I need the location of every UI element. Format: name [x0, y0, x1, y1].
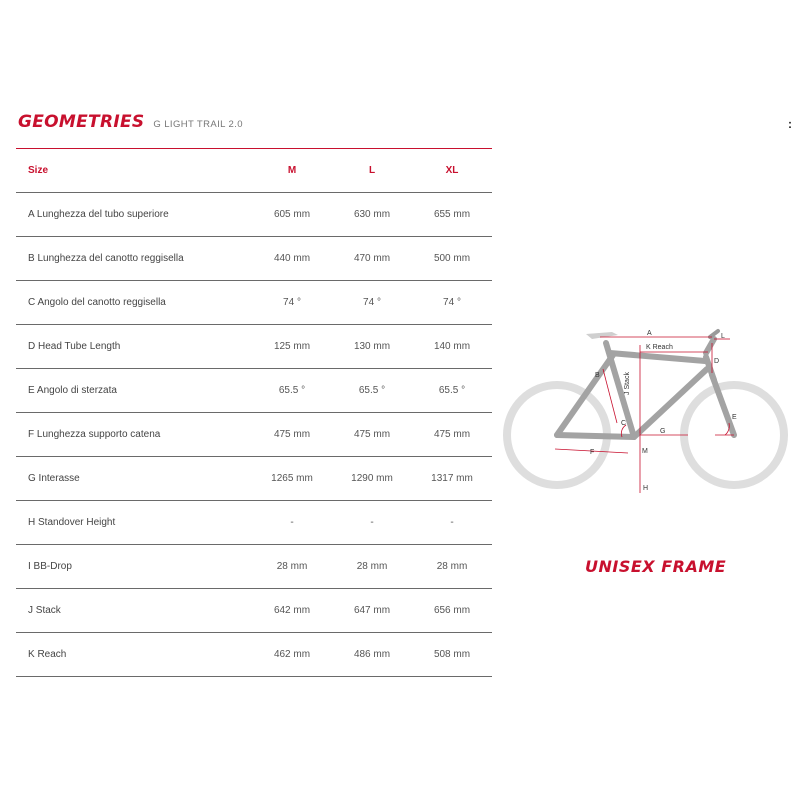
cell-l: 28 mm [332, 545, 412, 589]
row-label: G Interasse [16, 457, 252, 501]
page-title: GEOMETRIES [18, 112, 145, 132]
row-label: H Standover Height [16, 501, 252, 545]
cell-m: 74 ° [252, 281, 332, 325]
cell-m: 462 mm [252, 633, 332, 677]
page-header [18, 112, 243, 132]
row-label: D Head Tube Length [16, 325, 252, 369]
label-e: E [732, 414, 737, 421]
saddle [586, 332, 618, 339]
cell-l: 130 mm [332, 325, 412, 369]
cell-l: 65.5 ° [332, 369, 412, 413]
column-header-size: Size [16, 149, 252, 193]
cell-m: 642 mm [252, 589, 332, 633]
cell-l: 647 mm [332, 589, 412, 633]
table-row [16, 589, 492, 633]
edge-mark: : [788, 117, 792, 131]
cell-xl: 655 mm [412, 193, 492, 237]
row-label: B Lunghezza del canotto reggisella [16, 237, 252, 281]
table-row [16, 501, 492, 545]
label-f: F [590, 449, 595, 456]
table-row [16, 193, 492, 237]
row-label: J Stack [16, 589, 252, 633]
column-header-xl: XL [412, 149, 492, 193]
cell-xl: 74 ° [412, 281, 492, 325]
cell-m: 65.5 ° [252, 369, 332, 413]
cell-m: 1265 mm [252, 457, 332, 501]
label-j-stack: J Stack [624, 372, 631, 395]
cell-l: 630 mm [332, 193, 412, 237]
label-a: A [647, 330, 652, 337]
bike-geometry-diagram [500, 325, 792, 495]
frame-type-caption: UNISEX FRAME [585, 557, 727, 576]
cell-m: 440 mm [252, 237, 332, 281]
label-h: H [643, 485, 649, 492]
label-m: M [642, 448, 648, 455]
cell-xl: 475 mm [412, 413, 492, 457]
cell-xl: 500 mm [412, 237, 492, 281]
cell-xl: 28 mm [412, 545, 492, 589]
cell-xl: 140 mm [412, 325, 492, 369]
row-label: C Angolo del canotto reggisella [16, 281, 252, 325]
row-label: E Angolo di sterzata [16, 369, 252, 413]
geometry-table [16, 148, 492, 677]
row-label: F Lunghezza supporto catena [16, 413, 252, 457]
row-label: I BB-Drop [16, 545, 252, 589]
label-d: D [714, 358, 720, 365]
handlebar [710, 331, 718, 337]
table-row [16, 325, 492, 369]
cell-m: 605 mm [252, 193, 332, 237]
label-g: G [660, 428, 666, 435]
column-header-m: M [252, 149, 332, 193]
cell-xl: 1317 mm [412, 457, 492, 501]
table-row [16, 237, 492, 281]
table-row [16, 413, 492, 457]
cell-l: 486 mm [332, 633, 412, 677]
cell-xl: 656 mm [412, 589, 492, 633]
table-header-row [16, 149, 492, 193]
cell-m: 125 mm [252, 325, 332, 369]
cell-xl: 508 mm [412, 633, 492, 677]
cell-xl: 65.5 ° [412, 369, 492, 413]
table-row [16, 281, 492, 325]
label-c: C [621, 420, 627, 427]
cell-l: 475 mm [332, 413, 412, 457]
label-l: L [721, 333, 725, 340]
cell-l: 470 mm [332, 237, 412, 281]
table-row [16, 369, 492, 413]
model-name: G LIGHT TRAIL 2.0 [153, 119, 243, 130]
cell-m: 475 mm [252, 413, 332, 457]
table-row [16, 545, 492, 589]
cell-xl: - [412, 501, 492, 545]
cell-l: 1290 mm [332, 457, 412, 501]
cell-m: 28 mm [252, 545, 332, 589]
cell-l: 74 ° [332, 281, 412, 325]
row-label: K Reach [16, 633, 252, 677]
table-row [16, 457, 492, 501]
cell-m: - [252, 501, 332, 545]
label-k-reach: K Reach [646, 344, 673, 351]
table-row [16, 633, 492, 677]
cell-l: - [332, 501, 412, 545]
column-header-l: L [332, 149, 412, 193]
row-label: A Lunghezza del tubo superiore [16, 193, 252, 237]
label-b: B [595, 372, 600, 379]
